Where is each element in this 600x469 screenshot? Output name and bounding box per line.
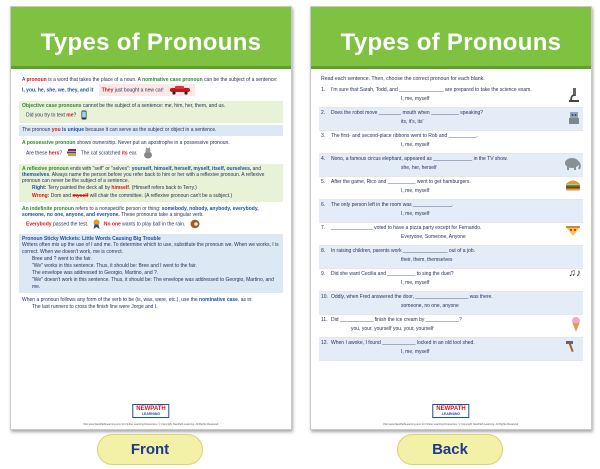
elephant-icon bbox=[563, 156, 581, 170]
question-item: 1. I'm sure that Sarah, Todd, and ________________ are prepared to take the science exam. I, me, myself bbox=[319, 85, 583, 108]
question-list bbox=[319, 85, 583, 361]
sticky-wickets-block: Pronoun Sticky Wickets: Little Words Causing Big Trouble Writers often mix up the use of I and me. To determine which to use, substitute the pronoun we. When we works, I is correct. When we doesn't work, me is correct. Bree and ? went to the fair. "We" works in this sentence. Thus, it should be: Bree and I went to the fair. The envelope was addressed to Georgio, Martino, and ?. "We" doesn't work in this sentence. Thus, it should be: The envelope was addressed to Georgio, Martino, and me. bbox=[19, 234, 283, 293]
question-item: 5. After the game, Rico and __________ went to get hamburgers. I, me, myself bbox=[319, 177, 583, 200]
newpath-logo: NEWPATH LEARNING bbox=[132, 402, 169, 420]
robot-icon bbox=[567, 110, 581, 126]
front-card bbox=[10, 6, 292, 430]
nominative-block: A pronoun is a word that takes the place of a noun. A nominative case pronoun can be the subject of a sentence: I, you, he, she, we, they, and it They just bought a new car! bbox=[19, 75, 283, 99]
front-title: Types of Pronouns bbox=[40, 29, 262, 56]
to-be-block: When a pronoun follows any form of the verb to be (is, was, were, etc.), use the nominative case, as in: The last runners to cross the finish line were Jorge and I. bbox=[22, 296, 253, 311]
back-card bbox=[310, 6, 592, 430]
front-banner bbox=[11, 7, 291, 69]
question-item: 3. The first- and second-place ribbons went to Rob and __________. I, me, myself bbox=[319, 131, 583, 154]
car-icon bbox=[168, 85, 192, 95]
question-item: 11. Did ____________ finish the ice cream by ____________? you, your, yourself you, your, yourself bbox=[319, 315, 583, 338]
question-item: 6. The only person left in the room was ______________. I, me, myself bbox=[319, 200, 583, 223]
objective-block: Objective case pronouns cannot be the subject of a sentence: me, him, her, them, and us. Did you try to text me? bbox=[19, 101, 283, 123]
pizza-icon bbox=[565, 225, 581, 237]
front-copyright: Visit www.NewPathLearning.com for Online Learning Resources. © Copyright NewPath Learning. All Rights Reserved. bbox=[83, 423, 219, 426]
ribbon-icon bbox=[93, 219, 100, 229]
cat-icon bbox=[142, 147, 154, 159]
question-item: 7. _______________ voted to have a pizza party except for Fernando. Everyone, Someone, Anyone bbox=[319, 223, 583, 246]
back-content bbox=[319, 75, 583, 403]
front-button[interactable]: Front bbox=[97, 434, 203, 465]
question-item: 12. When I awoke, I found ____________ locked in an old tool shed. I, me, myself bbox=[319, 338, 583, 361]
question-item: 9. Did she want Cecilia and __________ to sing the duet? I, me, myself ♫♪ bbox=[319, 269, 583, 292]
music-notes-icon: ♫♪ bbox=[568, 268, 581, 280]
reflexive-block: A reflexive pronoun ends with "self" or "selves": yourself, himself, herself, myself, itself, ourselves, and themselves. Always name the person before you refer back to him or her with a reflexive pronoun. A reflexive pronoun can never be the subject of a sentence. Right: Terry painted the deck all by himself. (Himself refers back to Terry.) Wrong: Dom and myself will chair the committee. (A reflexive pronoun can't be a subject.) bbox=[19, 164, 283, 202]
baseball-glove-icon bbox=[190, 219, 200, 229]
newpath-logo: NEWPATH LEARNING bbox=[432, 402, 469, 420]
back-button[interactable]: Back bbox=[397, 434, 503, 465]
back-title: Types of Pronouns bbox=[340, 29, 562, 56]
ice-cream-icon bbox=[571, 317, 581, 333]
instructions: Read each sentence. Then, choose the correct pronoun for each blank. bbox=[321, 76, 485, 82]
question-item: 8. In raising children, parents work ________________ out of a job. their, them, themselves bbox=[319, 246, 583, 269]
question-item: 4. Nono, a famous circus elephant, appeared as ______________ in the TV show. she, her, herself bbox=[319, 154, 583, 177]
possessive-block: A possessive pronoun shows ownership. Never put an apostrophe in a possessive pronoun. Are these hers? The cat scratched its ear. bbox=[19, 138, 283, 162]
hammer-icon bbox=[565, 340, 581, 352]
books-icon bbox=[67, 148, 77, 157]
back-copyright: Visit www.NewPathLearning.com for Online Learning Resources. © Copyright NewPath Learning. All Rights Reserved. bbox=[383, 423, 519, 426]
question-item: 10. Oddly, when Fred answered the door, ___________________ was there. someone, no one, anyone bbox=[319, 292, 583, 315]
back-banner bbox=[311, 7, 591, 69]
question-item: 2. Does the robot move ________ mouth when __________ speaking? its, it's, its' bbox=[319, 108, 583, 131]
indefinite-block: An indefinite pronoun refers to a nonspecific person or thing: somebody, nobody, anybody, everybody, someone, no one, anyone, and everyone. These pronouns take a singular verb. Everybody passed the test. No one wants to play ball in the rain. bbox=[22, 205, 259, 228]
microscope-icon bbox=[567, 87, 581, 103]
front-content bbox=[19, 75, 283, 403]
phone-icon bbox=[81, 110, 87, 120]
you-unique-block: The pronoun you is unique because it can serve as the subject or object in a sentence. bbox=[19, 125, 283, 135]
hamburger-icon bbox=[565, 179, 581, 191]
